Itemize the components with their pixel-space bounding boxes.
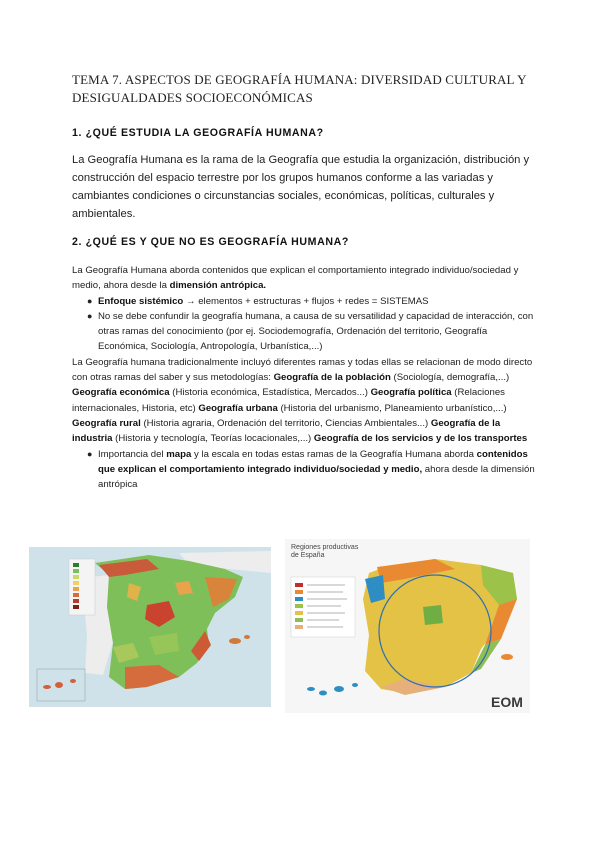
bullet-2 (72, 309, 537, 355)
p2-text: (Sociología, demografía,...) (390, 372, 510, 384)
p2-bold: Geografía rural (72, 417, 141, 429)
bullet-1-bold: Enfoque sistémico (98, 295, 184, 307)
paragraph-1-bold: dimensión antrópica. (169, 280, 267, 292)
paragraph-1-text: La Geografía Humana aborda contenidos que explican el comportamiento integrado individuo/sociedad y medio, ahora desde la (72, 265, 519, 292)
bullet-dot: ● (87, 295, 93, 306)
p2-bold: Geografía de la población (273, 372, 391, 384)
bullet-3-text: Importancia del (98, 448, 167, 460)
bullet-2-text: No se debe confundir la geografía humana, a causa de su versatilidad y capacidad de interacción, con otras ramas del conocimiento (por ej. Sociodemografía, Ordenación del territorio, Geografía Económica, Sociología, Antropología, Urbanística,...) (98, 310, 534, 353)
p2-text: La Geografía humana tradicionalmente incluyó diferentes ramas y todas ellas se relacionan de modo directo con otras ramas del saber y sus metodologías: (72, 356, 533, 384)
p2-bold: Geografía de los servicios y de los transportes (313, 433, 528, 445)
productive-regions-map-graphic (285, 539, 530, 713)
bullet-1-text: → elementos + estructuras + flujos + redes = SISTEMAS (183, 295, 429, 307)
bullet-dot: ● (87, 448, 93, 459)
bullet-dot: ● (87, 310, 93, 321)
p2-text: (Historia del urbanismo, Planeamiento urbanístico,...) (277, 402, 507, 414)
paragraph-2 (72, 355, 537, 447)
p2-bold: Geografía económica (72, 387, 170, 399)
section-2-heading: 2. ¿QUÉ ES Y QUE NO ES GEOGRAFÍA HUMANA? (72, 236, 349, 248)
p2-text: (Historia y tecnología, Teorías locacionales,...) (112, 433, 314, 445)
bullet-1 (72, 294, 537, 309)
map-2-title-line-2: de España (291, 552, 325, 559)
section-1-heading: 1. ¿QUÉ ESTUDIA LA GEOGRAFÍA HUMANA? (72, 127, 324, 139)
p2-text: (Historia agraria, Ordenación del territorio, Ciencias Ambientales...) (140, 417, 431, 429)
bullet-3 (72, 447, 537, 493)
bullet-3-bold: mapa (166, 448, 192, 460)
p2-bold: Geografía de la industria (72, 417, 501, 445)
population-density-map (29, 547, 271, 707)
bullet-3-bold: contenidos que explican el comportamiento integrado individuo/sociedad y medio, (98, 448, 528, 475)
population-density-map-graphic (29, 547, 271, 707)
p2-text: (Historia económica, Estadística, Mercados...) (169, 387, 371, 399)
p2-bold: Geografía urbana (198, 402, 278, 414)
p2-bold: Geografía política (370, 387, 452, 399)
document-title: TEMA 7. ASPECTOS DE GEOGRAFÍA HUMANA: DIVERSIDAD CULTURAL Y DESIGUALDADES SOCIOECONÓMICAS (72, 72, 527, 105)
eom-logo: EOM (491, 694, 523, 710)
bullet-3-text: ahora desde la dimensión antrópica (98, 463, 535, 491)
section-1-text: La Geografía Humana es la rama de la Geografía que estudia la organización, distribución y construcción del espacio terrestre por los grupos humanos conforme a las variadas y cambiantes condiciones o circunstancias sociales, económicas, políticas, culturales y ambientales. (72, 154, 530, 220)
productive-regions-map (285, 539, 530, 713)
paragraph-1 (72, 263, 537, 294)
map-2-title-line-1: Regiones productivas (291, 544, 359, 551)
section-2-body (72, 263, 537, 492)
bullet-3-text: y la escala en todas estas ramas de la Geografía Humana aborda (191, 448, 477, 460)
p2-text: (Relaciones internacionales, Historia, etc) (72, 387, 505, 414)
